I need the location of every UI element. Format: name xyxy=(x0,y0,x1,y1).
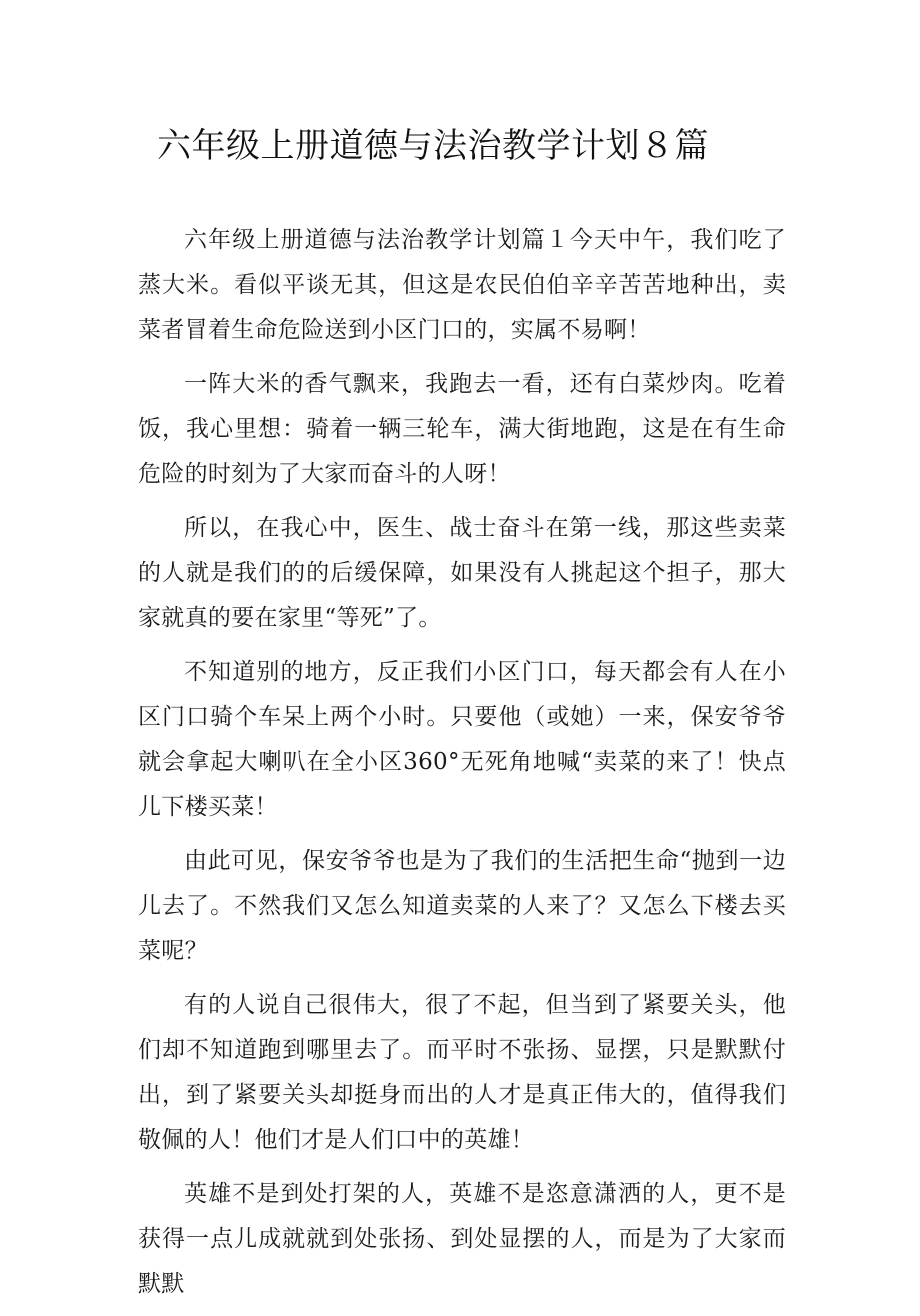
paragraph-7: 英雄不是到处打架的人，英雄不是恣意潇洒的人，更不是获得一点儿成就就到处张扬、到处显摆的人，而是为了大家而默默 xyxy=(138,1181,786,1297)
paragraph-3: 所以，在我心中，医生、战士奋斗在第一线，那这些卖菜的人就是我们的的后缓保障，如果没有人挑起这个担子，那大家就真的要在家里“等死”了。 xyxy=(138,515,786,631)
paragraph-4: 不知道别的地方，反正我们小区门口，每天都会有人在小区门口骑个车呆上两个小时。只要他（或她）一来，保安爷爷就会拿起大喇叭在全小区360°无死角地喊“卖菜的来了！快点儿下楼买菜！ xyxy=(138,659,786,820)
paragraph-5: 由此可见，保安爷爷也是为了我们的生活把生命“抛到一边儿去了。不然我们又怎么知道卖菜的人来了？又怎么下楼去买菜呢？ xyxy=(138,848,786,964)
paragraph-1: 六年级上册道德与法治教学计划篇１今天中午，我们吃了蒸大米。看似平谈无其，但这是农民伯伯辛辛苦苦地种出，卖菜者冒着生命危险送到小区门口的，实属不易啊！ xyxy=(138,227,786,343)
paragraph-2: 一阵大米的香气飘来，我跑去一看，还有白菜炒肉。吃着饭，我心里想：骑着一辆三轮车，满大街地跑，这是在有生命危险的时刻为了大家而奋斗的人呀！ xyxy=(138,371,786,487)
document-title: 六年级上册道德与法治教学计划８篇 xyxy=(157,126,709,166)
paragraph-6: 有的人说自己很伟大，很了不起，但当到了紧要关头，他们却不知道跑到哪里去了。而平时不张扬、显摆，只是默默付出，到了紧要关头却挺身而出的人才是真正伟大的，值得我们敬佩的人！他们才是人们口中的英雄！ xyxy=(138,992,786,1153)
document-body xyxy=(138,218,786,1316)
